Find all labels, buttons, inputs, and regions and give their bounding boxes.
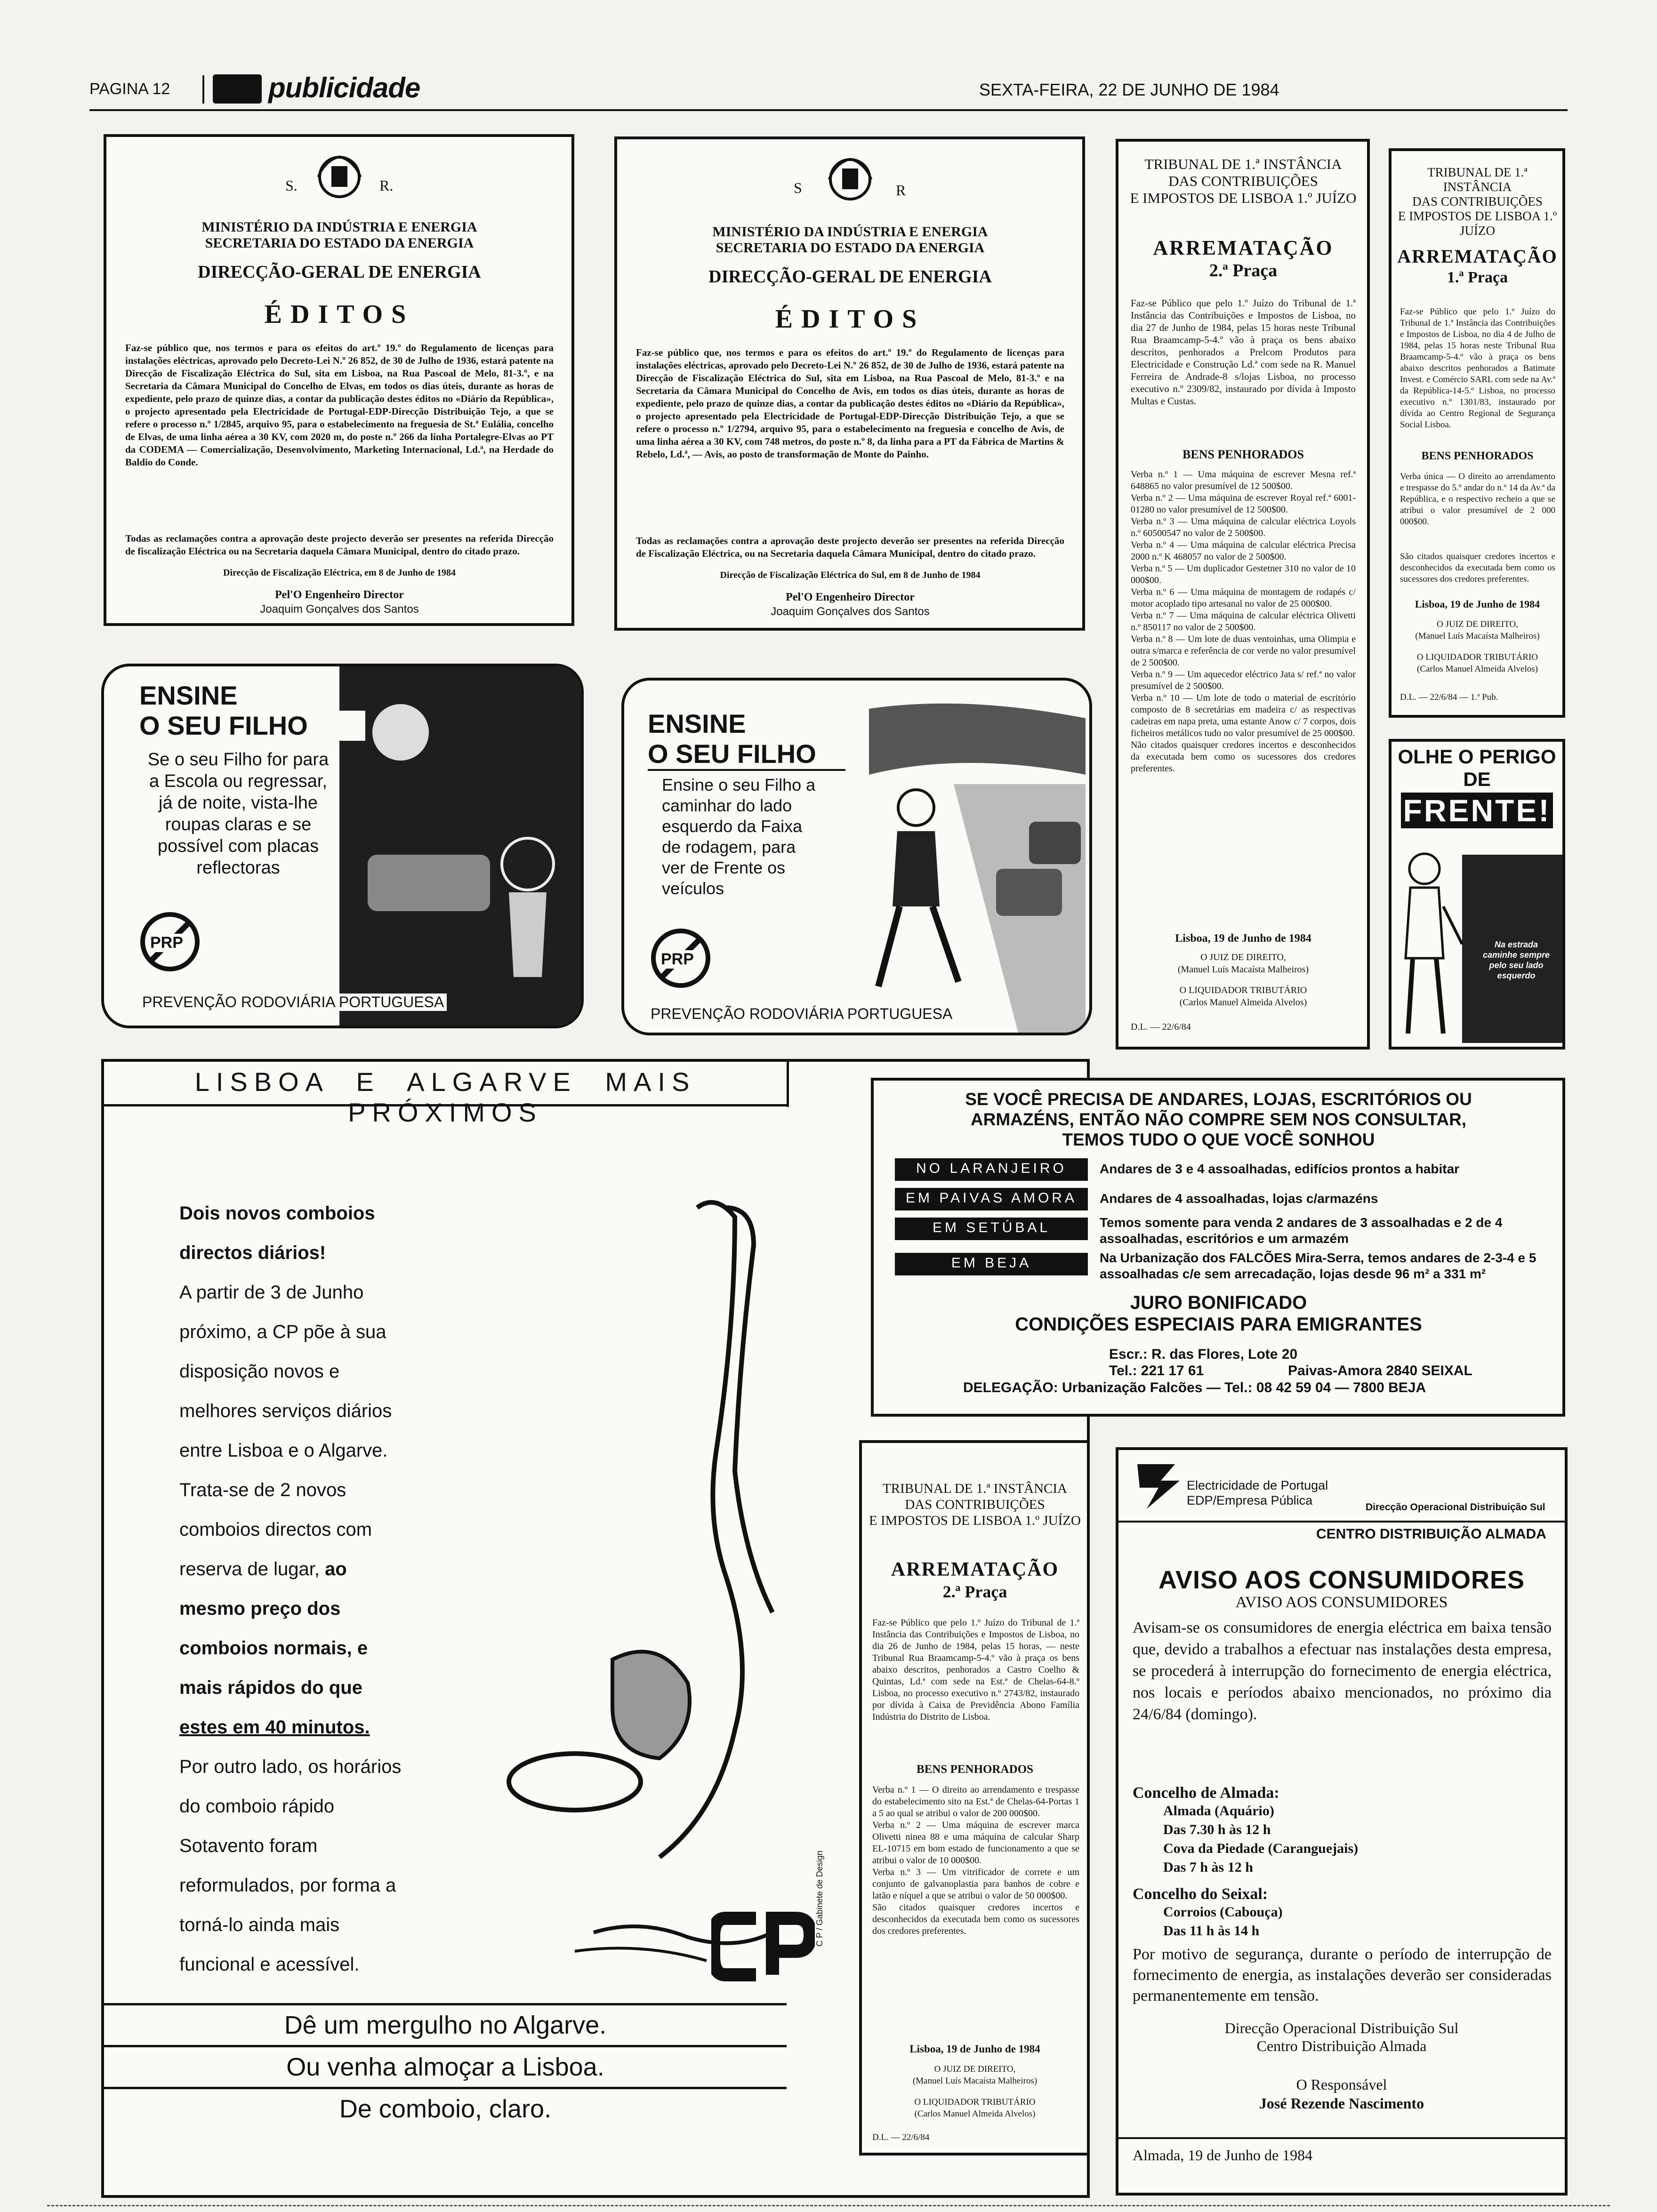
header-rule	[89, 109, 1568, 111]
cp-header-divider	[787, 1062, 789, 1107]
cp-line: Por outro lado, os horários	[179, 1756, 402, 1777]
ministry-name	[125, 219, 554, 251]
office-town: Paivas-Amora 2840 SEIXAL	[1288, 1363, 1472, 1378]
judge-title: O JUIZ DE DIREITO,	[934, 2064, 1016, 2074]
edp-rule	[1118, 1521, 1565, 1523]
auction-place-date: Lisboa, 19 de Junho de 1984	[1415, 598, 1540, 610]
signer-name: Joaquim Gonçalves dos Santos	[260, 603, 419, 616]
editos-closing: Todas as reclamações contra a aprovação deste projecto deverão ser presentes na referida Direcção de fiscalização Eléctrica ou na Secretaria daquela Câmara Municipal, dentro do citado prazo.	[125, 533, 554, 557]
footer-rule	[47, 2205, 1610, 2206]
editos-title: ÉDITOS	[775, 305, 925, 334]
night-scene-illustration	[339, 666, 584, 1028]
prp-logo-label: PRP	[661, 950, 694, 968]
court-name	[1128, 156, 1359, 207]
office-phone: Tel.: 221 17 61	[1109, 1363, 1204, 1378]
newspaper-logo-icon	[213, 74, 262, 104]
road-safety-ad-walking	[621, 678, 1092, 1035]
edp-responsible-name: José Rezende Nascimento	[1259, 2095, 1424, 2112]
court-line-1: TRIBUNAL DE 1.ª INSTÂNCIA	[1427, 165, 1528, 194]
dl-reference: D.L. — 22/6/84 — 1.ª Pub.	[1400, 692, 1498, 702]
liquidator-name: (Carlos Manuel Almeida Alvelos)	[1179, 997, 1307, 1008]
cp-line: funcional e acessível.	[179, 1954, 360, 1975]
court-auction-notice-bottom	[859, 1440, 1090, 2156]
signer-role: Pel'O Engenheiro Director	[786, 591, 915, 603]
court-name	[1396, 165, 1559, 238]
list-item: Verba n.º 4 — Uma máquina de calcular eléctrica Precisa 2000 n.º K 468057 no valor de 2 500$00.	[1131, 540, 1356, 562]
page-date: SEXTA-FEIRA, 22 DE JUNHO DE 1984	[979, 80, 1279, 99]
seized-goods-heading: BENS PENHORADOS	[1182, 448, 1304, 461]
signer-role: Pel'O Engenheiro Director	[275, 589, 404, 601]
seized-goods-heading: BENS PENHORADOS	[917, 1763, 1033, 1776]
cp-line: próximo, a CP põe à sua	[179, 1322, 386, 1342]
liquidator-title: O LIQUIDADOR TRIBUTÁRIO	[1416, 652, 1538, 662]
liquidator-title: O LIQUIDADOR TRIBUTÁRIO	[914, 2097, 1036, 2107]
real-estate-ad	[871, 1078, 1565, 1417]
edp-footer-rule	[1118, 2137, 1565, 2139]
cp-line: disposição novos e	[179, 1361, 340, 1382]
headline-line-1: SE VOCÊ PRECISA DE ANDARES, LOJAS, ESCRITÓRIOS OU	[965, 1090, 1472, 1109]
edp-intro: Avisam-se os consumidores de energia eléctrica em baixa tensão que, devido a trabalhos a efectuar nas instalações desta empresa, se procederá à interrupção do fornecimento de energia eléctrica, nos locais e períodos abaixo mencionados, no próximo dia 24/6/84 (domingo).	[1133, 1619, 1552, 1723]
cp-line: entre Lisboa e o Algarve.	[179, 1440, 388, 1461]
ad-footer: PREVENÇÃO RODOVIÁRIA PORTUGUESA	[648, 1005, 955, 1023]
cp-logo-icon	[711, 1909, 815, 1984]
auction-closing: Não citados quaisquer credores incertos e desconhecidos da executada bem como os sucessores dos credores preferentes.	[1131, 740, 1356, 774]
cp-bold-line: mesmo preço dos	[179, 1598, 341, 1619]
edp-direction: Direcção Operacional Distribuição Sul	[1366, 1502, 1545, 1513]
cp-bold-line: ao	[325, 1559, 347, 1579]
editos-title: ÉDITOS	[264, 300, 415, 329]
crest-left-letter: S	[794, 179, 802, 196]
seized-goods-heading: BENS PENHORADOS	[1421, 450, 1534, 462]
liquidator-title: O LIQUIDADOR TRIBUTÁRIO	[1179, 985, 1307, 995]
header-divider	[202, 75, 204, 104]
ministry-line: MINISTÉRIO DA INDÚSTRIA E ENERGIA	[201, 219, 477, 235]
list-item: Verba n.º 3 — Uma máquina de calcular eléctrica Loyols n.º 60500547 no valor de 2 500$00.	[1131, 516, 1356, 538]
judge-name: (Manuel Luís Macaísta Malheiros)	[912, 2076, 1038, 2086]
auction-title: ARREMATAÇÃO	[1153, 236, 1334, 259]
auction-round: 1.ª Praça	[1447, 269, 1508, 286]
edp-almada-line: Das 7.30 h às 12 h	[1163, 1822, 1271, 1837]
ad-title-line-1: ENSINE	[139, 681, 238, 710]
court-line-1: TRIBUNAL DE 1.ª INSTÂNCIA	[1144, 156, 1342, 172]
danger-ahead-ad	[1389, 739, 1565, 1050]
liquidator-name: (Carlos Manuel Almeida Alvelos)	[914, 2109, 1036, 2119]
auction-round: 2.ª Praça	[1209, 261, 1278, 281]
edp-signature-2: Centro Distribuição Almada	[1256, 2037, 1427, 2054]
judge-name: (Manuel Luís Macaísta Malheiros)	[1415, 631, 1540, 641]
auction-title: ARREMATAÇÃO	[891, 1559, 1059, 1580]
auction-place-date: Lisboa, 19 de Junho de 1984	[1175, 932, 1311, 945]
cp-slogan: Ou venha almoçar a Lisboa.	[104, 2045, 787, 2087]
edp-seixal-line: Das 11 h às 14 h	[1163, 1923, 1260, 1939]
ad-title-line-1: ENSINE	[648, 709, 746, 738]
judge-name: (Manuel Luís Macaísta Malheiros)	[1177, 964, 1309, 975]
edp-consumer-notice	[1116, 1447, 1568, 2196]
edp-notice-title: AVISO AOS CONSUMIDORES	[1158, 1566, 1525, 1594]
judge-title: O JUIZ DE DIREITO,	[1200, 952, 1286, 962]
edp-almada-heading: Concelho de Almada:	[1133, 1784, 1279, 1802]
location-desc: Na Urbanização dos FALCÕES Mira-Serra, temos andares de 2-3-4 e 5 assoalhadas c/e sem arrecadação, lojas desde 96 m² a 331 m²	[1100, 1250, 1536, 1281]
location-bar-beja: EM BEJA	[895, 1253, 1088, 1275]
court-name	[867, 1481, 1083, 1529]
ministry-name	[636, 224, 1064, 256]
list-item: Verba n.º 10 — Um lote de todo o material de escritório composto de 8 secretárias em madeira c/ as respectivas cadeiras em napa preta, uma estante Anow c/ 7 corpos, dois ficheiros metálicos tudo no valor presumível de 25 000$00.	[1131, 693, 1356, 738]
delegation-info: DELEGAÇÃO: Urbanização Falcões — Tel.: 08 42 59 04 — 7800 BEJA	[963, 1380, 1426, 1395]
list-item: Verba n.º 2 — Uma máquina de escrever marca Olivetti ninea 88 e uma máquina de calcular Sharp EL-10715 em bom estado de funcionamento a que se atribui o valor de 10 000$00.	[872, 1820, 1079, 1866]
editos-place-date: Direcção de Fiscalização Eléctrica, em 8 de Junho de 1984	[223, 568, 456, 578]
list-item: Verba n.º 2 — Uma máquina de escrever Royal ref.ª 6001-01280 no valor presumível de 12 500$00.	[1131, 493, 1356, 515]
cp-line: comboios directos com	[179, 1519, 372, 1540]
edp-company-type: EDP/Empresa Pública	[1187, 1493, 1313, 1507]
list-item: Verba n.º 3 — Um vitrificador de correte e um conjunto de galvanoplastia para banhos de cobre e latão e níquel a que se atribui o valor de 50 000$00.	[872, 1867, 1079, 1901]
cp-lead-line-2: directos diários!	[179, 1242, 326, 1263]
cp-line: melhores serviços diários	[179, 1401, 392, 1421]
cp-slogan: Dê um mergulho no Algarve.	[104, 2003, 787, 2045]
list-item: Verba n.º 6 — Uma máquina de montagem de rodapés c/ motor acoplado tipo artesanal no valor de 25 000$00.	[1131, 587, 1356, 609]
prp-logo-label: PRP	[150, 934, 183, 952]
editos-body: Faz-se público que, nos termos e para os efeitos do art.º 19.º do Regulamento de licenças para instalações eléctricas, aprovado pelo Decreto-Lei N.º 26 852, de 30 de Julho de 1936, estará patente na Direcção de Fiscalização Eléctrica do Sul, sita em Lisboa, na Rua Pascoal de Melo, 81-3.º, e na Secretaria da Câmara Municipal do Concelho de Elvas, em todos os dias úteis, durante as horas de expediente, pelo prazo de quinze dias, a contar da publicação destes éditos no «Diário da República», o projecto apresentado pela Electricidade de Portugal-EDP-Direcção Distribuição Tejo, a que se refere o processo n.º 1/2845, arquivo 95, para o estabelecimento na freguesia de St.ª Eulália, concelho de Elvas, de uma linha aérea a 30 KV, com 2020 m, do poste n.º 266 da linha Portalegre-Elvas ao PT da CODEMA — Comercialização, Desenvolvimento, Marketing Internacional, Ld.ª, na Herdade do Baldio do Conde.	[125, 342, 554, 468]
editos-body: Faz-se público que, nos termos e para os efeitos do art.º 19.º do Regulamento de licenças para instalações eléctricas, aprovado pelo Decreto-Lei N.º 26 852, de 30 de Julho de 1936, estará patente na Direcção de Fiscalização Eléctrica do Sul, sita em Lisboa, na Rua Pascoal de Melo, 81-3.º e na Secretaria da Câmara Municipal do Concelho de Avis, em todos os dias úteis, durante as horas de expediente, pelo prazo de quinze dias, a contar da publicação destes éditos no «Diário da República», o projecto apresentado pela Electricidade de Portugal-EDP-Direcção Distribuição Tejo, a que se refere o processo n.º 1/2794, arquivo 95, para o estabelecimento na freguesia e concelho de Avis, de uma linha aérea a 30 KV, com 748 metros, do poste n.º 8, da linha para a PT da Fábrica de Martins & Rebelo, Ld.ª, — Avis, ao posto de transformação de Monte do Painho.	[636, 347, 1064, 460]
edp-company-name: Electricidade de Portugal	[1187, 1478, 1328, 1492]
edp-responsible-title: O Responsável	[1296, 2076, 1387, 2093]
cp-slogan: De comboio, claro.	[104, 2087, 787, 2129]
location-bar-paivas: EM PAIVAS AMORA	[895, 1188, 1088, 1210]
cp-line: torná-lo ainda mais	[179, 1915, 340, 1935]
court-line-3: E IMPOSTOS DE LISBOA 1.º JUÍZO	[1130, 190, 1357, 206]
list-item: Verba n.º 8 — Um lote de duas ventoinhas, uma Olimpia e outra s/marca e referência de cor verde no valor presumível de 2 500$00.	[1131, 634, 1356, 668]
danger-title-line-3: FRENTE!	[1401, 793, 1553, 828]
signer-name: Joaquim Gonçalves dos Santos	[771, 605, 930, 618]
cp-bold-line: estes em 40 minutos.	[179, 1717, 370, 1738]
location-desc: Andares de 4 assoalhadas, lojas c/armazéns	[1100, 1191, 1378, 1206]
court-auction-notice-right	[1389, 148, 1565, 718]
auction-title: ARREMATAÇÃO	[1397, 246, 1558, 267]
danger-title-line-1: OLHE O PERIGO	[1398, 745, 1556, 768]
court-line-1: TRIBUNAL DE 1.ª INSTÂNCIA	[883, 1481, 1067, 1496]
directorate-name: DIRECÇÃO-GERAL DE ENERGIA	[198, 262, 481, 282]
editos-notice-avis	[614, 136, 1085, 631]
auction-closing: São citados quaisquer credores incertos e desconhecidos da executada bem como os sucessores dos credores preferentes.	[872, 1902, 1079, 1936]
edp-seixal-line: Corroios (Cabouça)	[1163, 1904, 1283, 1920]
ministry-line: MINISTÉRIO DA INDÚSTRIA E ENERGIA	[712, 224, 988, 240]
republic-crest-icon	[824, 153, 876, 205]
danger-title-line-2: DE	[1463, 768, 1491, 790]
edp-almada-line: Almada (Aquário)	[1163, 1803, 1274, 1819]
crest-right-letter: R	[896, 182, 906, 199]
auction-intro: Faz-se Público que pelo 1.º Juízo do Tribunal de 1.ª Instância das Contribuições e Impostos de Lisboa, no dia 26 de Junho de 1984, pelas 15 horas, — neste Tribunal Rua Braamcamp-5-4.º vão à praça os bens abaixo descritos, penhorados a Castro Coelho & Quintas, Ld.ª com sede na Est.ª de Chelas-64-8.º Lisboa, no processo executivo n.º 2743/82, instaurado por dívida à Caixa de Previdência Abono Família Indústria do Distrito de Lisboa.	[872, 1618, 1079, 1722]
auction-intro: Faz-se Público que pelo 1.º Juízo do Tribunal de 1.ª Instância das Contribuições e Impostos de Lisboa, no dia 4 de Julho de 1984, pelas 15 horas neste Tribunal Rua Braamcamp-5-4.º vão à praça os bens abaixo descritos penhorados a Batimate Invest. e Comércio SARL com sede na Av.ª da República-14-5.º Lisboa, no processo executivo n.º 1301/83, instaurado por dívida ao Centro Regional de Segurança Social Lisboa.	[1400, 307, 1555, 430]
cp-line: Sotavento foram	[179, 1835, 318, 1856]
headline-line-2: ARMAZÉNS, ENTÃO NÃO COMPRE SEM NOS CONSULTAR,	[970, 1110, 1467, 1129]
dl-reference: D.L. — 22/6/84	[872, 2132, 930, 2142]
road-scene-illustration	[822, 681, 1092, 1035]
cp-header-rule	[104, 1104, 787, 1106]
cp-line: do comboio rápido	[179, 1796, 335, 1817]
court-line-2: DAS CONTRIBUIÇÕES	[1412, 194, 1543, 208]
cp-line: A partir de 3 de Junho	[179, 1282, 364, 1303]
dl-reference: D.L. — 22/6/84	[1131, 1022, 1191, 1032]
list-item: Verba n.º 7 — Uma máquina de calcular eléctrica Olivetti n.º 850117 no valor de 2 500$00.	[1131, 610, 1356, 633]
list-item: Verba n.º 1 — Uma máquina de escrever Mesna ref.ª 648865 no valor presumível de 12 500$00.	[1131, 469, 1356, 491]
ad-body: Se o seu Filho for para a Escola ou regressar, já de noite, vista-lhe roupas claras e se possível com placas reflectoras	[144, 749, 332, 879]
cp-line: reformulados, por forma a	[179, 1875, 396, 1896]
emigrant-conditions: CONDIÇÕES ESPECIAIS PARA EMIGRANTES	[1015, 1314, 1422, 1335]
ad-footer: PREVENÇÃO RODOVIÁRIA PORTUGUESA	[139, 994, 447, 1011]
edp-centre: CENTRO DISTRIBUIÇÃO ALMADA	[1316, 1526, 1546, 1542]
editos-closing: Todas as reclamações contra a aprovação deste projecto deverão ser presentes na referida Direcção de Fiscalização Eléctrica, ou na Secretaria daquela Câmara Municipal, dentro do citado prazo.	[636, 535, 1064, 559]
edp-almada-line: Das 7 h às 12 h	[1163, 1859, 1253, 1875]
edp-seixal-heading: Concelho do Seixal:	[1133, 1885, 1268, 1903]
ad-title-line-2: O SEU FILHO	[139, 711, 365, 741]
auction-closing: São citados quaisquer credores incertos e desconhecidos da executada bem como os sucessores dos credores preferentes.	[1400, 552, 1555, 584]
ad-body: Ensine o seu Filho a caminhar do lado esquerdo da Faixa de rodagem, para ver de Frente os veículos	[662, 775, 816, 898]
seized-goods-list	[872, 1784, 1079, 1937]
list-item: Verba n.º 9 — Um aquecedor eléctrico Jata s/ ref.ª no valor presumível de 2 500$00.	[1131, 669, 1356, 691]
cp-header: LISBOA E ALGARVE MAIS PRÓXIMOS	[194, 1067, 696, 1127]
auction-round: 2.ª Praça	[942, 1582, 1007, 1601]
cp-bold-line: mais rápidos do que	[179, 1677, 362, 1698]
auction-intro: Faz-se Público que pelo 1.º Juízo do Tribunal de 1.ª Instância das Contribuições e Impostos de Lisboa, no dia 27 de Junho de 1984, pelas 15 horas neste Tribunal Rua Braamcamp-5-4.º vão à praça os bens abaixo descritos, penhorados a Prelcom Produtos para Electricidade e Construção Ld.ª com sede na R. Manuel Ferreira de Andrade-8 s/lojas Lisboa, no processo executivo n.º 2309/82, instaurado por dívida à Imposto Multas e Custas.	[1131, 297, 1356, 407]
edp-place-date: Almada, 19 de Junho de 1984	[1133, 2147, 1313, 2164]
secretary-line: SECRETARIA DO ESTADO DA ENERGIA	[716, 240, 985, 256]
editos-notice-elvas	[104, 134, 574, 626]
list-item: Verba única — O direito ao arrendamento e trespasse do 5.º andar do n.º 14 da Av.ª da República, e o respectivo recheio a que se atribui o valor presumível de 2 000 000$00.	[1400, 472, 1555, 527]
edp-almada-line: Cova da Piedade (Caranguejais)	[1163, 1841, 1359, 1856]
cp-line: Trata-se de 2 novos	[179, 1480, 346, 1500]
diver-waiter-illustration	[471, 1189, 895, 1989]
ad-title-line-2: O SEU FILHO	[648, 739, 845, 771]
location-desc: Temos somente para venda 2 andares de 3 assoalhadas e 2 de 4 assoalhadas, escritórios e um armazém	[1100, 1215, 1503, 1246]
secretary-line: SECRETARIA DO ESTADO DA ENERGIA	[205, 235, 474, 251]
edp-logo-icon	[1133, 1459, 1184, 1511]
seized-goods-list	[1131, 469, 1356, 775]
crest-left-letter: S.	[285, 177, 298, 194]
list-item: Verba n.º 5 — Um duplicador Gestetner 310 no valor de 10 000$00.	[1131, 563, 1356, 585]
court-auction-notice-top	[1116, 139, 1370, 1050]
court-line-3: E IMPOSTOS DE LISBOA 1.º JUÍZO	[869, 1513, 1081, 1528]
page-number: PAGINA 12	[89, 80, 170, 98]
list-item: Verba n.º 1 — O direito ao arrendamento e trespasse do estabelecimento sito na Est.ª de Chelas-64-Portas 1 a 5 ao qual se atribui o valor de 200 000$00.	[872, 1785, 1079, 1819]
real-estate-headline	[883, 1089, 1554, 1150]
court-line-2: DAS CONTRIBUIÇÕES	[1168, 173, 1318, 189]
location-bar-laranjeiro: NO LARANJEIRO	[895, 1158, 1088, 1181]
danger-caption: Na estrada caminhe sempre pelo seu lado esquerdo	[1482, 940, 1550, 980]
cp-design-credit: C P / Gabinete de Design	[815, 1851, 824, 1947]
judge-title: O JUIZ DE DIREITO,	[1437, 619, 1518, 629]
juro-bonificado: JURO BONIFICADO	[1130, 1292, 1307, 1313]
cp-line: reserva de lugar,	[179, 1559, 325, 1579]
court-line-3: E IMPOSTOS DE LISBOA 1.º JUÍZO	[1398, 209, 1557, 238]
section-title: publicidade	[268, 72, 420, 104]
page-header	[89, 71, 1568, 108]
edp-safety-note: Por motivo de segurança, durante o período de interrupção de fornecimento de energia, as instalações deverão ser consideradas permanentemente em tensão.	[1133, 1946, 1552, 2004]
republic-crest-icon	[314, 151, 365, 203]
cp-slogans	[104, 2003, 787, 2129]
directorate-name: DIRECÇÃO-GERAL DE ENERGIA	[708, 267, 992, 287]
crest-right-letter: R.	[379, 177, 394, 194]
road-safety-ad-night	[101, 664, 584, 1028]
cp-bold-line: comboios normais, e	[179, 1638, 368, 1659]
location-desc: Andares de 3 e 4 assoalhadas, edifícios prontos a habitar	[1100, 1162, 1460, 1176]
editos-place-date: Direcção de Fiscalização Eléctrica do Sul, em 8 de Junho de 1984	[720, 570, 981, 580]
liquidator-name: (Carlos Manuel Almeida Alvelos)	[1417, 664, 1538, 674]
court-line-2: DAS CONTRIBUIÇÕES	[905, 1497, 1045, 1512]
headline-line-3: TEMOS TUDO O QUE VOCÊ SONHOU	[1062, 1130, 1375, 1149]
auction-place-date: Lisboa, 19 de Junho de 1984	[909, 2043, 1040, 2055]
edp-notice-subtitle: AVISO AOS CONSUMIDORES	[1235, 1594, 1448, 1611]
office-address: Escr.: R. das Flores, Lote 20	[1109, 1346, 1298, 1362]
cp-lead-line-1: Dois novos comboios	[179, 1203, 375, 1224]
location-bar-setubal: EM SETÚBAL	[895, 1218, 1088, 1240]
edp-signature-1: Direcção Operacional Distribuição Sul	[1224, 2020, 1459, 2036]
